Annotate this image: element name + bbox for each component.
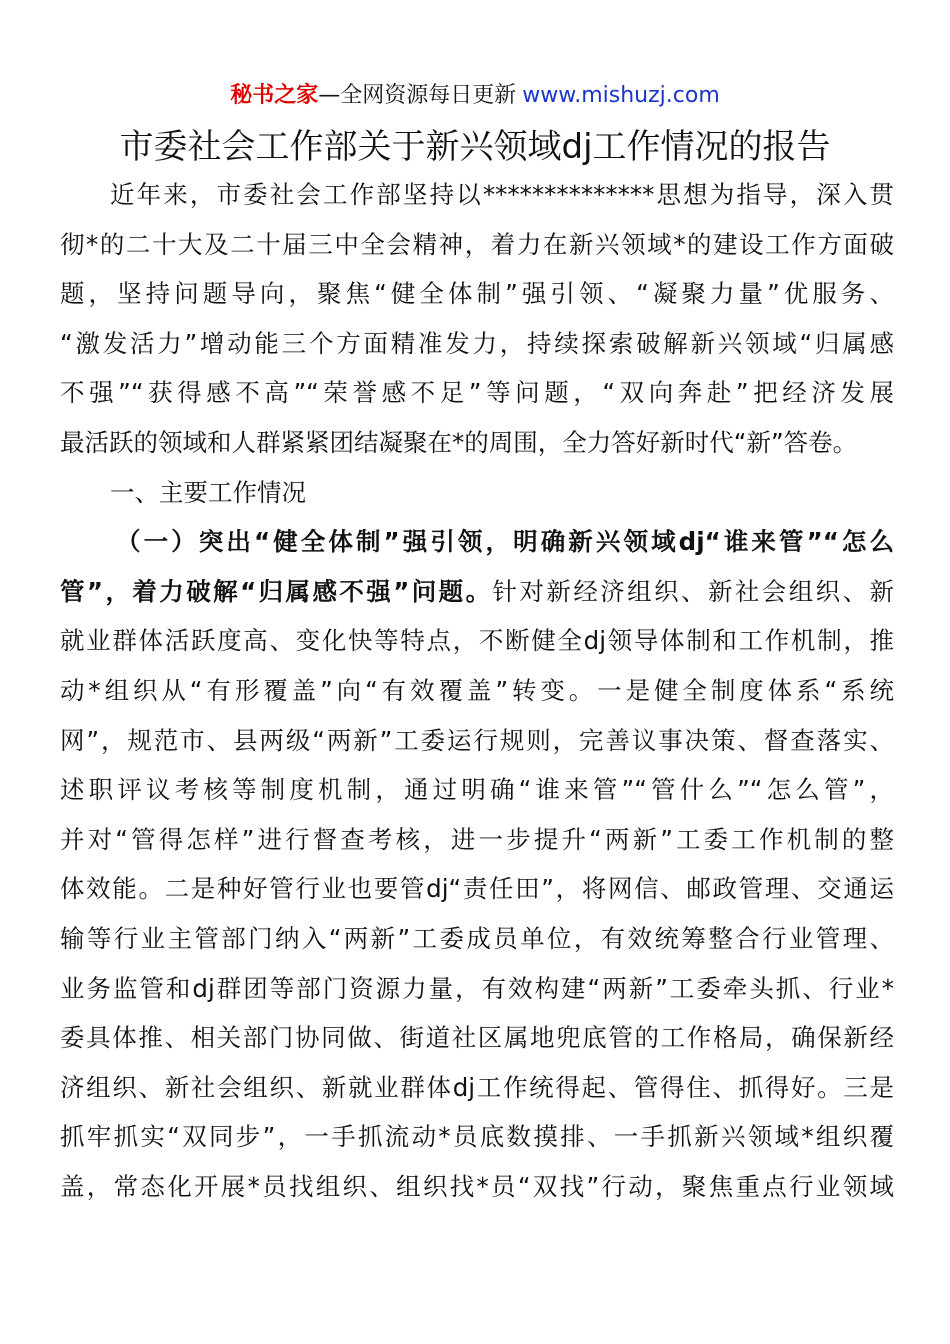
section-heading: 一、主要工作情况 [110,477,306,507]
banner-brand: 秘书之家 [230,83,319,108]
intro-line: 近年来，市委社会工作部坚持以**************思想为指导，深入贯 [110,180,894,209]
banner-tagline: 全网资源每日更新 [340,83,517,108]
body-line: 就业群体活跃度高、变化快等特点，不断健全dj领导体制和工作机制，推 [60,626,894,656]
body-line: 盖，常态化开展*员找组织、组织找*员“双找”行动，聚焦重点行业领域 [60,1171,894,1201]
subsection-heading: （一）突出“健全体制”强引领，明确新兴领域dj“谁来管”“怎么 [116,527,894,557]
document-body [60,170,894,1211]
body-line: 输等行业主管部门纳入“两新”工委成员单位，有效统筹整合行业管理、 [60,923,894,953]
body-line: 抓牢抓实“双同步”，一手抓流动*员底数摸排、一手抓新兴领域*组织覆 [60,1122,894,1152]
banner-url-link[interactable]: www.mishuzj.com [522,83,720,108]
body-line: 济组织、新社会组织、新就业群体dj工作统得起、管得住、抓得好。三是 [60,1072,894,1102]
subsection-heading-continued: 管”，着力破解“归属感不强”问题。 [60,576,493,606]
body-line: 并对“管得怎样”进行督查考核，进一步提升“两新”工委工作机制的整 [60,824,894,854]
body-line: 动*组织从“有形覆盖”向“有效覆盖”转变。一是健全制度体系“系统 [60,675,894,705]
body-line: 述职评议考核等制度机制，通过明确“谁来管”“管什么”“怎么管”， [60,775,894,805]
document-title: 市委社会工作部关于新兴领域dj工作情况的报告 [119,127,831,167]
subsection-line [60,567,894,617]
intro-line: 最活跃的领域和人群紧紧团结凝聚在*的周围，全力答好新时代“新”答卷。 [60,427,858,457]
intro-line: “激发活力”增动能三个方面精准发力，持续探索破解新兴领域“归属感 [60,328,894,358]
intro-line: 题，坚持问题导向，聚焦“健全体制”强引领、“凝聚力量”优服务、 [60,279,894,309]
intro-line: 不强”“获得感不高”“荣誉感不足”等问题，“双向奔赴”把经济发展 [60,378,894,408]
subsection-text: 针对新经济组织、新社会组织、新 [492,576,894,606]
intro-line: 彻*的二十大及二十届三中全会精神，着力在新兴领域*的建设工作方面破 [60,229,894,259]
body-line: 委具体推、相关部门协同做、街道社区属地兜底管的工作格局，确保新经 [60,1023,894,1053]
body-line: 体效能。二是种好管行业也要管dj“责任田”，将网信、邮政管理、交通运 [60,874,894,904]
body-line: 网”，规范市、县两级“两新”工委运行规则，完善议事决策、督查落实、 [60,725,894,755]
body-line: 业务监管和dj群团等部门资源力量，有效构建“两新”工委牵头抓、行业* [60,973,894,1003]
banner-dash: — [318,83,341,108]
site-banner [0,80,950,112]
